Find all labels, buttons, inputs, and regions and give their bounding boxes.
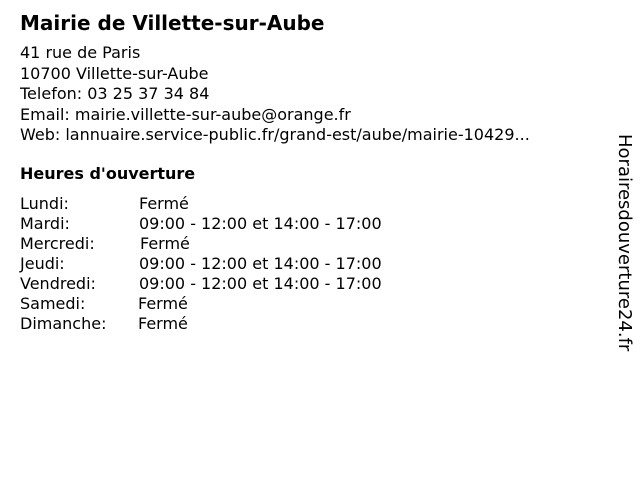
hours-value: Fermé xyxy=(138,294,188,313)
page-title: Mairie de Villette-sur-Aube xyxy=(20,11,325,35)
day-label: Jeudi: xyxy=(20,254,65,273)
hours-value: 09:00 - 12:00 et 14:00 - 17:00 xyxy=(139,214,382,233)
day-label: Mardi: xyxy=(20,214,70,233)
day-label: Samedi: xyxy=(20,294,86,313)
web-line: Web: lannuaire.service-public.fr/grand-est/aube/mairie-10429... xyxy=(20,125,530,144)
contact-info xyxy=(20,43,530,146)
address-city: 10700 Villette-sur-Aube xyxy=(20,63,209,83)
hours-value: Fermé xyxy=(139,194,189,213)
site-watermark: Horairesdouverture24.fr xyxy=(614,134,635,352)
day-label: Lundi: xyxy=(20,194,69,213)
hours-value: Fermé xyxy=(140,234,190,253)
hours-heading: Heures d'ouverture xyxy=(20,164,196,183)
email-line: Email: mairie.villette-sur-aube@orange.fr xyxy=(20,104,351,124)
day-label: Mercredi: xyxy=(20,234,95,253)
day-label: Dimanche: xyxy=(20,314,107,333)
address-street: 41 rue de Paris xyxy=(20,43,141,62)
hours-value: 09:00 - 12:00 et 14:00 - 17:00 xyxy=(139,274,382,293)
day-label: Vendredi: xyxy=(20,274,96,293)
hours-value: Fermé xyxy=(138,314,188,333)
hours-value: 09:00 - 12:00 et 14:00 - 17:00 xyxy=(139,254,382,273)
phone-line: Telefon: 03 25 37 34 84 xyxy=(20,84,210,103)
